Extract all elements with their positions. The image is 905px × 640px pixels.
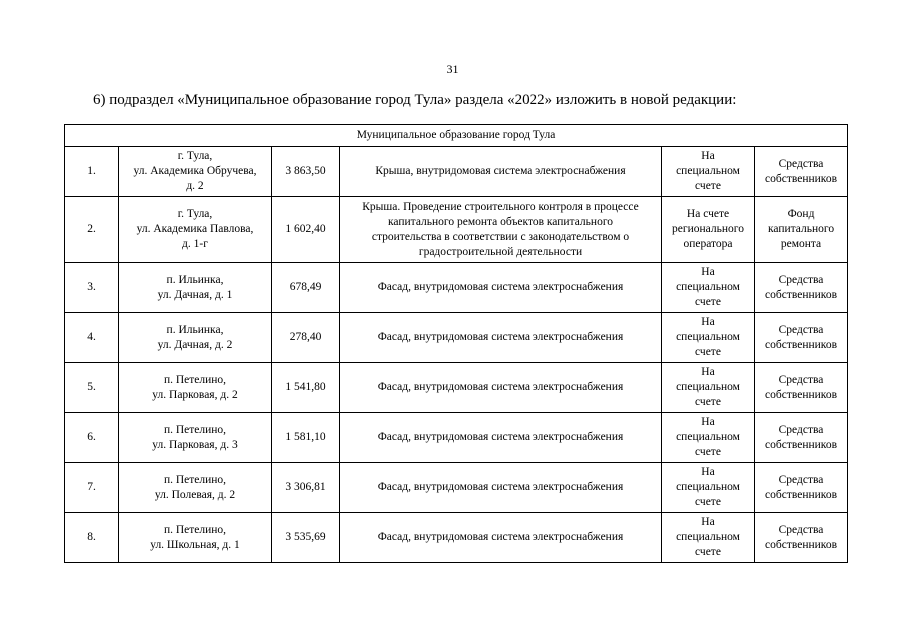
funding-line: Фонд	[787, 208, 815, 220]
funding-line: собственников	[765, 488, 837, 501]
account-line: регионального	[672, 223, 744, 235]
work-line: Крыша, внутридомовая система электроснабжения	[375, 165, 626, 177]
work-line: Фасад, внутридомовая система электроснабжения	[377, 481, 624, 493]
address-cell	[119, 413, 272, 463]
address-cell	[119, 263, 272, 313]
work-type-cell	[340, 147, 662, 197]
area-cell: 678,49	[272, 263, 340, 313]
table-row	[65, 197, 848, 263]
funding-source-cell	[755, 413, 848, 463]
address-line: ул. Полевая, д. 2	[154, 488, 236, 501]
work-type-cell	[340, 463, 662, 513]
area-cell: 278,40	[272, 313, 340, 363]
intro-paragraph: 6) подраздел «Муниципальное образование город Тула» раздела «2022» изложить в новой редакции:	[93, 92, 737, 108]
area-cell: 1 581,10	[272, 413, 340, 463]
funding-line: собственников	[765, 388, 837, 401]
table-row	[65, 513, 848, 563]
table-row	[65, 147, 848, 197]
address-cell	[119, 513, 272, 563]
account-line: счете	[695, 296, 721, 308]
address-line: ул. Парковая, д. 3	[152, 438, 238, 451]
address-line: п. Ильинка,	[166, 273, 224, 286]
address-line: ул. Дачная, д. 2	[157, 338, 233, 351]
address-line: п. Петелино,	[163, 423, 227, 436]
account-line: счете	[695, 180, 721, 192]
account-line: специальном	[676, 381, 740, 393]
account-line: счете	[695, 446, 721, 458]
funding-line: Средства	[778, 273, 824, 286]
funding-line: собственников	[765, 538, 837, 551]
table-row	[65, 363, 848, 413]
work-type-cell	[340, 363, 662, 413]
address-line: ул. Дачная, д. 1	[157, 288, 233, 301]
funding-source-cell	[755, 147, 848, 197]
address-line: п. Ильинка,	[166, 323, 224, 336]
work-line: Фасад, внутридомовая система электроснабжения	[377, 531, 624, 543]
account-line: На счете	[686, 208, 730, 220]
work-line: Крыша. Проведение строительного контроля в процессе	[362, 200, 639, 213]
address-cell	[119, 463, 272, 513]
address-line: д. 2	[186, 180, 204, 192]
funding-line: Средства	[778, 373, 824, 386]
area-cell: 3 863,50	[272, 147, 340, 197]
work-type-cell	[340, 263, 662, 313]
address-line: г. Тула,	[177, 150, 213, 162]
funding-line: собственников	[765, 438, 837, 451]
row-number: 4.	[65, 313, 119, 363]
work-type-cell	[340, 513, 662, 563]
address-line: ул. Академика Павлова,	[136, 223, 254, 235]
section-title: Муниципальное образование город Тула	[65, 125, 848, 147]
table-row	[65, 463, 848, 513]
address-line: п. Петелино,	[163, 523, 227, 536]
account-line: специальном	[676, 481, 740, 493]
area-cell: 3 306,81	[272, 463, 340, 513]
account-type-cell	[662, 513, 755, 563]
address-cell	[119, 147, 272, 197]
table-row	[65, 263, 848, 313]
area-cell: 1 602,40	[272, 197, 340, 263]
account-line: оператора	[683, 238, 733, 250]
row-number: 1.	[65, 147, 119, 197]
row-number: 8.	[65, 513, 119, 563]
account-type-cell	[662, 363, 755, 413]
account-line: специальном	[676, 531, 740, 543]
repair-program-table	[64, 124, 848, 563]
area-cell: 1 541,80	[272, 363, 340, 413]
address-cell	[119, 197, 272, 263]
account-line: На	[701, 416, 715, 428]
account-type-cell	[662, 313, 755, 363]
funding-line: Средства	[778, 157, 824, 170]
account-line: На	[701, 516, 715, 528]
funding-source-cell	[755, 313, 848, 363]
funding-source-cell	[755, 513, 848, 563]
work-line: Фасад, внутридомовая система электроснабжения	[377, 331, 624, 343]
work-line: градостроительной деятельности	[418, 245, 583, 258]
row-number: 6.	[65, 413, 119, 463]
account-line: счете	[695, 346, 721, 358]
funding-source-cell	[755, 197, 848, 263]
funding-line: капитального	[767, 223, 835, 235]
work-type-cell	[340, 413, 662, 463]
account-line: На	[701, 266, 715, 278]
account-line: счете	[695, 396, 721, 408]
account-type-cell	[662, 147, 755, 197]
address-line: п. Петелино,	[163, 373, 227, 386]
work-line: капитального ремонта объектов капитального	[387, 215, 613, 228]
funding-line: ремонта	[780, 238, 822, 250]
account-type-cell	[662, 413, 755, 463]
account-line: На	[701, 366, 715, 378]
account-line: На	[701, 466, 715, 478]
address-line: ул. Парковая, д. 2	[152, 388, 238, 401]
work-line: Фасад, внутридомовая система электроснабжения	[377, 281, 624, 293]
account-type-cell	[662, 463, 755, 513]
page-number: 31	[446, 62, 459, 76]
funding-line: Средства	[778, 423, 824, 436]
table-row	[65, 413, 848, 463]
row-number: 5.	[65, 363, 119, 413]
work-type-cell	[340, 313, 662, 363]
area-cell: 3 535,69	[272, 513, 340, 563]
row-number: 3.	[65, 263, 119, 313]
row-number: 2.	[65, 197, 119, 263]
address-cell	[119, 363, 272, 413]
account-line: специальном	[676, 165, 740, 177]
funding-line: собственников	[765, 172, 837, 185]
account-type-cell	[662, 263, 755, 313]
address-line: ул. Академика Обручева,	[133, 165, 257, 177]
work-type-cell	[340, 197, 662, 263]
funding-line: собственников	[765, 288, 837, 301]
account-line: специальном	[676, 431, 740, 443]
table-row	[65, 313, 848, 363]
account-type-cell	[662, 197, 755, 263]
address-line: ул. Школьная, д. 1	[150, 538, 240, 551]
funding-line: Средства	[778, 523, 824, 536]
funding-source-cell	[755, 463, 848, 513]
address-cell	[119, 313, 272, 363]
account-line: счете	[695, 496, 721, 508]
address-line: г. Тула,	[177, 208, 213, 220]
account-line: специальном	[676, 281, 740, 293]
account-line: специальном	[676, 331, 740, 343]
work-line: Фасад, внутридомовая система электроснабжения	[377, 381, 624, 393]
account-line: счете	[695, 546, 721, 558]
section-header-row	[65, 125, 848, 147]
funding-line: собственников	[765, 338, 837, 351]
work-line: строительства в соответствии с законодательством о	[371, 230, 630, 243]
address-line: п. Петелино,	[163, 473, 227, 486]
row-number: 7.	[65, 463, 119, 513]
address-line: д. 1-г	[182, 238, 208, 250]
funding-source-cell	[755, 363, 848, 413]
account-line: На	[701, 316, 715, 328]
funding-line: Средства	[778, 323, 824, 336]
funding-line: Средства	[778, 473, 824, 486]
funding-source-cell	[755, 263, 848, 313]
account-line: На	[701, 150, 715, 162]
work-line: Фасад, внутридомовая система электроснабжения	[377, 431, 624, 443]
